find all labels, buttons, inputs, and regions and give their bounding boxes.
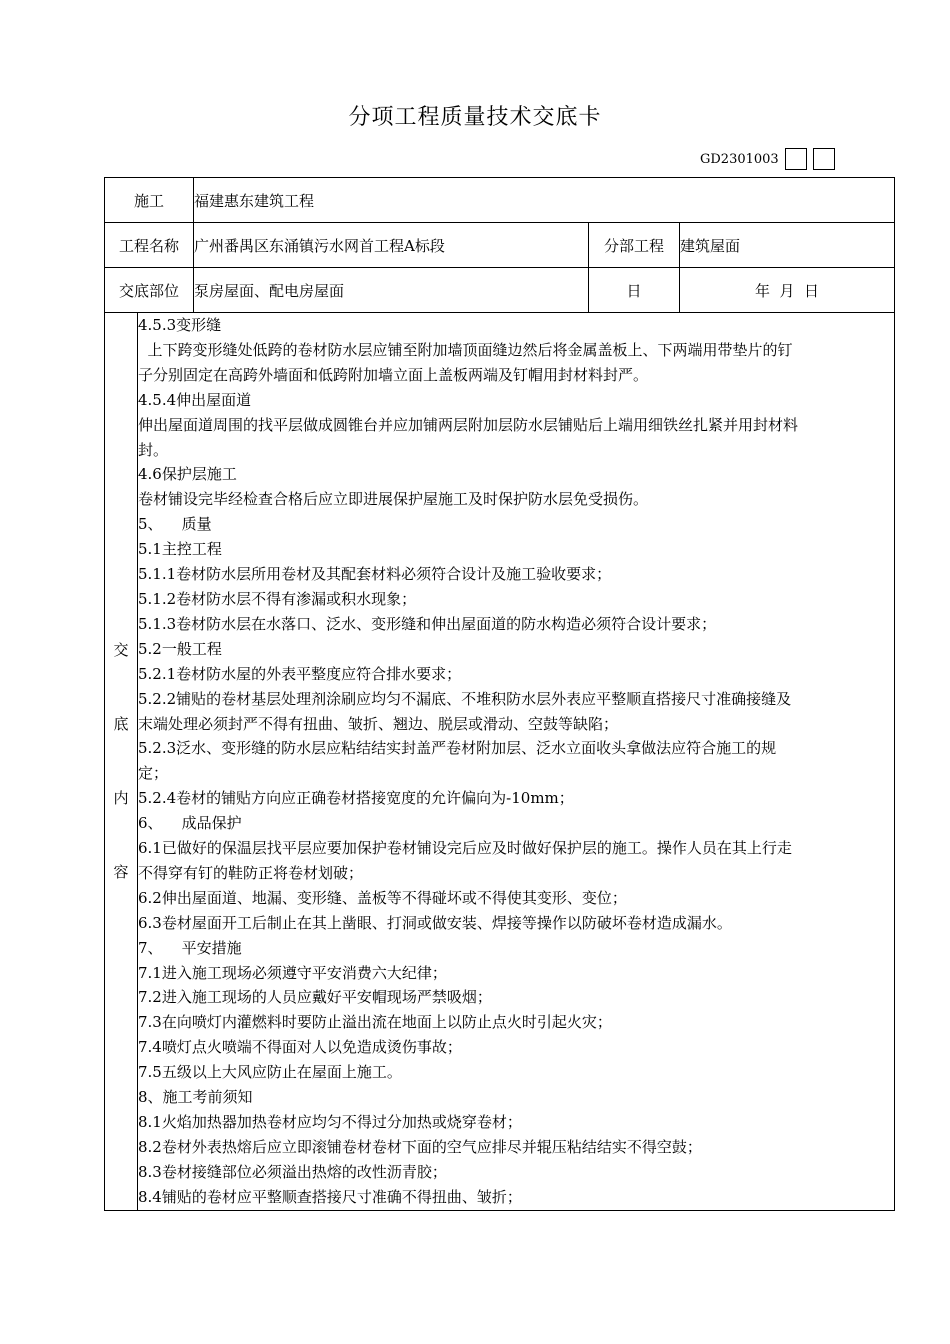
content-line: 8.4铺贴的卷材应平整顺查搭接尺寸准确不得扭曲、皱折； (138, 1187, 522, 1206)
content-line: 封。 (138, 440, 169, 459)
content-line: 5.2一般工程 (138, 639, 222, 658)
location-label: 交底部位 (105, 268, 194, 313)
side-char: 底 (113, 715, 129, 734)
project-name-value: 广州番禺区东涌镇污水网首工程A标段 (194, 223, 589, 268)
side-char: 内 (113, 789, 129, 808)
content-line: 5.2.2铺贴的卷材基层处理剂涂刷应均匀不漏底、不堆积防水层外表应平整顺直搭接尺寸准确接缝及 (138, 689, 792, 708)
content-line: 8.3卷材接缝部位必须溢出热熔的改性沥青胶； (138, 1162, 447, 1181)
code-checkbox-1[interactable] (785, 148, 807, 170)
document-title: 分项工程质量技术交底卡 (348, 105, 602, 130)
content-line: 4.5.3变形缝 (138, 316, 222, 334)
subproject-label: 分部工程 (589, 223, 680, 268)
content-line: 子分别固定在高跨外墙面和低跨附加墙立面上盖板两端及钉帽用封材料封严。 (138, 365, 649, 384)
disclosure-content-side-label (105, 313, 138, 1211)
date-label: 日 (589, 268, 680, 313)
document-code (700, 146, 835, 172)
content-line: 4.6保护层施工 (138, 465, 237, 484)
content-line: 7.1进入施工现场必须遵守平安消费六大纪律； (138, 963, 447, 982)
content-line: 4.5.4伸出屋面道 (138, 390, 252, 409)
disclosure-card-table (104, 177, 895, 1211)
date-value: 年 月 日 (680, 268, 895, 313)
content-line: 5.1.2卷材防水层不得有渗漏或积水现象； (138, 589, 417, 608)
content-line: 8.2卷材外表热熔后应立即滚铺卷材卷材下面的空气应排尽并辊压粘结结实不得空鼓； (138, 1137, 702, 1156)
project-name-label: 工程名称 (105, 223, 194, 268)
content-line: 定； (138, 764, 169, 783)
content-line: 6.2伸出屋面道、地漏、变形缝、盖板等不得碰坏或不得使其变形、变位； (138, 888, 627, 907)
content-line: 伸出屋面道周围的找平层做成圆锥台并应加铺两层附加层防水层铺贴后上端用细铁丝扎紧并用封材料 (138, 415, 799, 434)
content-line: 6、 成品保护 (138, 814, 242, 833)
content-line: 7.4喷灯点火喷端不得面对人以免造成烫伤事故； (138, 1038, 462, 1057)
content-line: 5.1.1卷材防水层所用卷材及其配套材料必须符合设计及施工验收要求； (138, 565, 612, 584)
content-line: 6.3卷材屋面开工后制止在其上凿眼、打洞或做安装、焊接等操作以防破坏卷材造成漏水。 (138, 913, 732, 932)
content-line: 7、 平安措施 (138, 938, 242, 957)
disclosure-content (138, 313, 895, 1211)
content-line: 卷材铺设完毕经检查合格后应立即进展保护屋施工及时保护防水层免受损伤。 (138, 490, 649, 509)
content-line: 8、施工考前须知 (138, 1088, 253, 1107)
content-line: 5.2.4卷材的铺贴方向应正确卷材搭接宽度的允许偏向为-10mm； (138, 789, 574, 808)
side-char: 容 (113, 863, 129, 882)
content-line: 7.2进入施工现场的人员应戴好平安帽现场严禁吸烟； (138, 988, 492, 1007)
content-line: 不得穿有钉的鞋防正将卷材划破； (138, 863, 364, 882)
construction-label: 施工 (105, 178, 194, 223)
content-line: 8.1火焰加热器加热卷材应均匀不得过分加热或烧穿卷材； (138, 1113, 522, 1131)
code-checkbox-2[interactable] (813, 148, 835, 170)
content-line: 5.1主控工程 (138, 540, 222, 559)
content-line: 7.5五级以上大风应防止在屋面上施工。 (138, 1063, 402, 1082)
content-line: 5.1.3卷材防水层在水落口、泛水、变形缝和伸出屋面道的防水构造必须符合设计要求； (138, 614, 717, 633)
document-code-text: GD2301003 (700, 151, 779, 167)
content-line: 6.1已做好的保温层找平层应要加保护卷材铺设完后应及时做好保护层的施工。操作人员在其上行走 (138, 839, 792, 858)
location-value: 泵房屋面、配电房屋面 (194, 268, 589, 313)
content-line: 7.3在向喷灯内灌燃料时要防止溢出流在地面上以防止点火时引起火灾； (138, 1013, 612, 1032)
content-line: 末端处理必须封严不得有扭曲、皱折、翘边、脱层或滑动、空鼓等缺陷； (138, 714, 619, 733)
content-line: 5.2.3泛水、变形缝的防水层应粘结结实封盖严卷材附加层、泛水立面收头拿做法应符合施工的规 (138, 739, 777, 758)
content-line: 5、 质量 (138, 515, 212, 534)
content-line: 上下跨变形缝处低跨的卷材防水层应铺至附加墙顶面缝边然后将金属盖板上、下两端用带垫片的钉 (138, 340, 793, 359)
content-line: 5.2.1卷材防水屋的外表平整度应符合排水要求； (138, 664, 462, 683)
side-char: 交 (113, 641, 129, 660)
construction-value: 福建惠东建筑工程 (194, 178, 895, 223)
subproject-value: 建筑屋面 (680, 223, 895, 268)
